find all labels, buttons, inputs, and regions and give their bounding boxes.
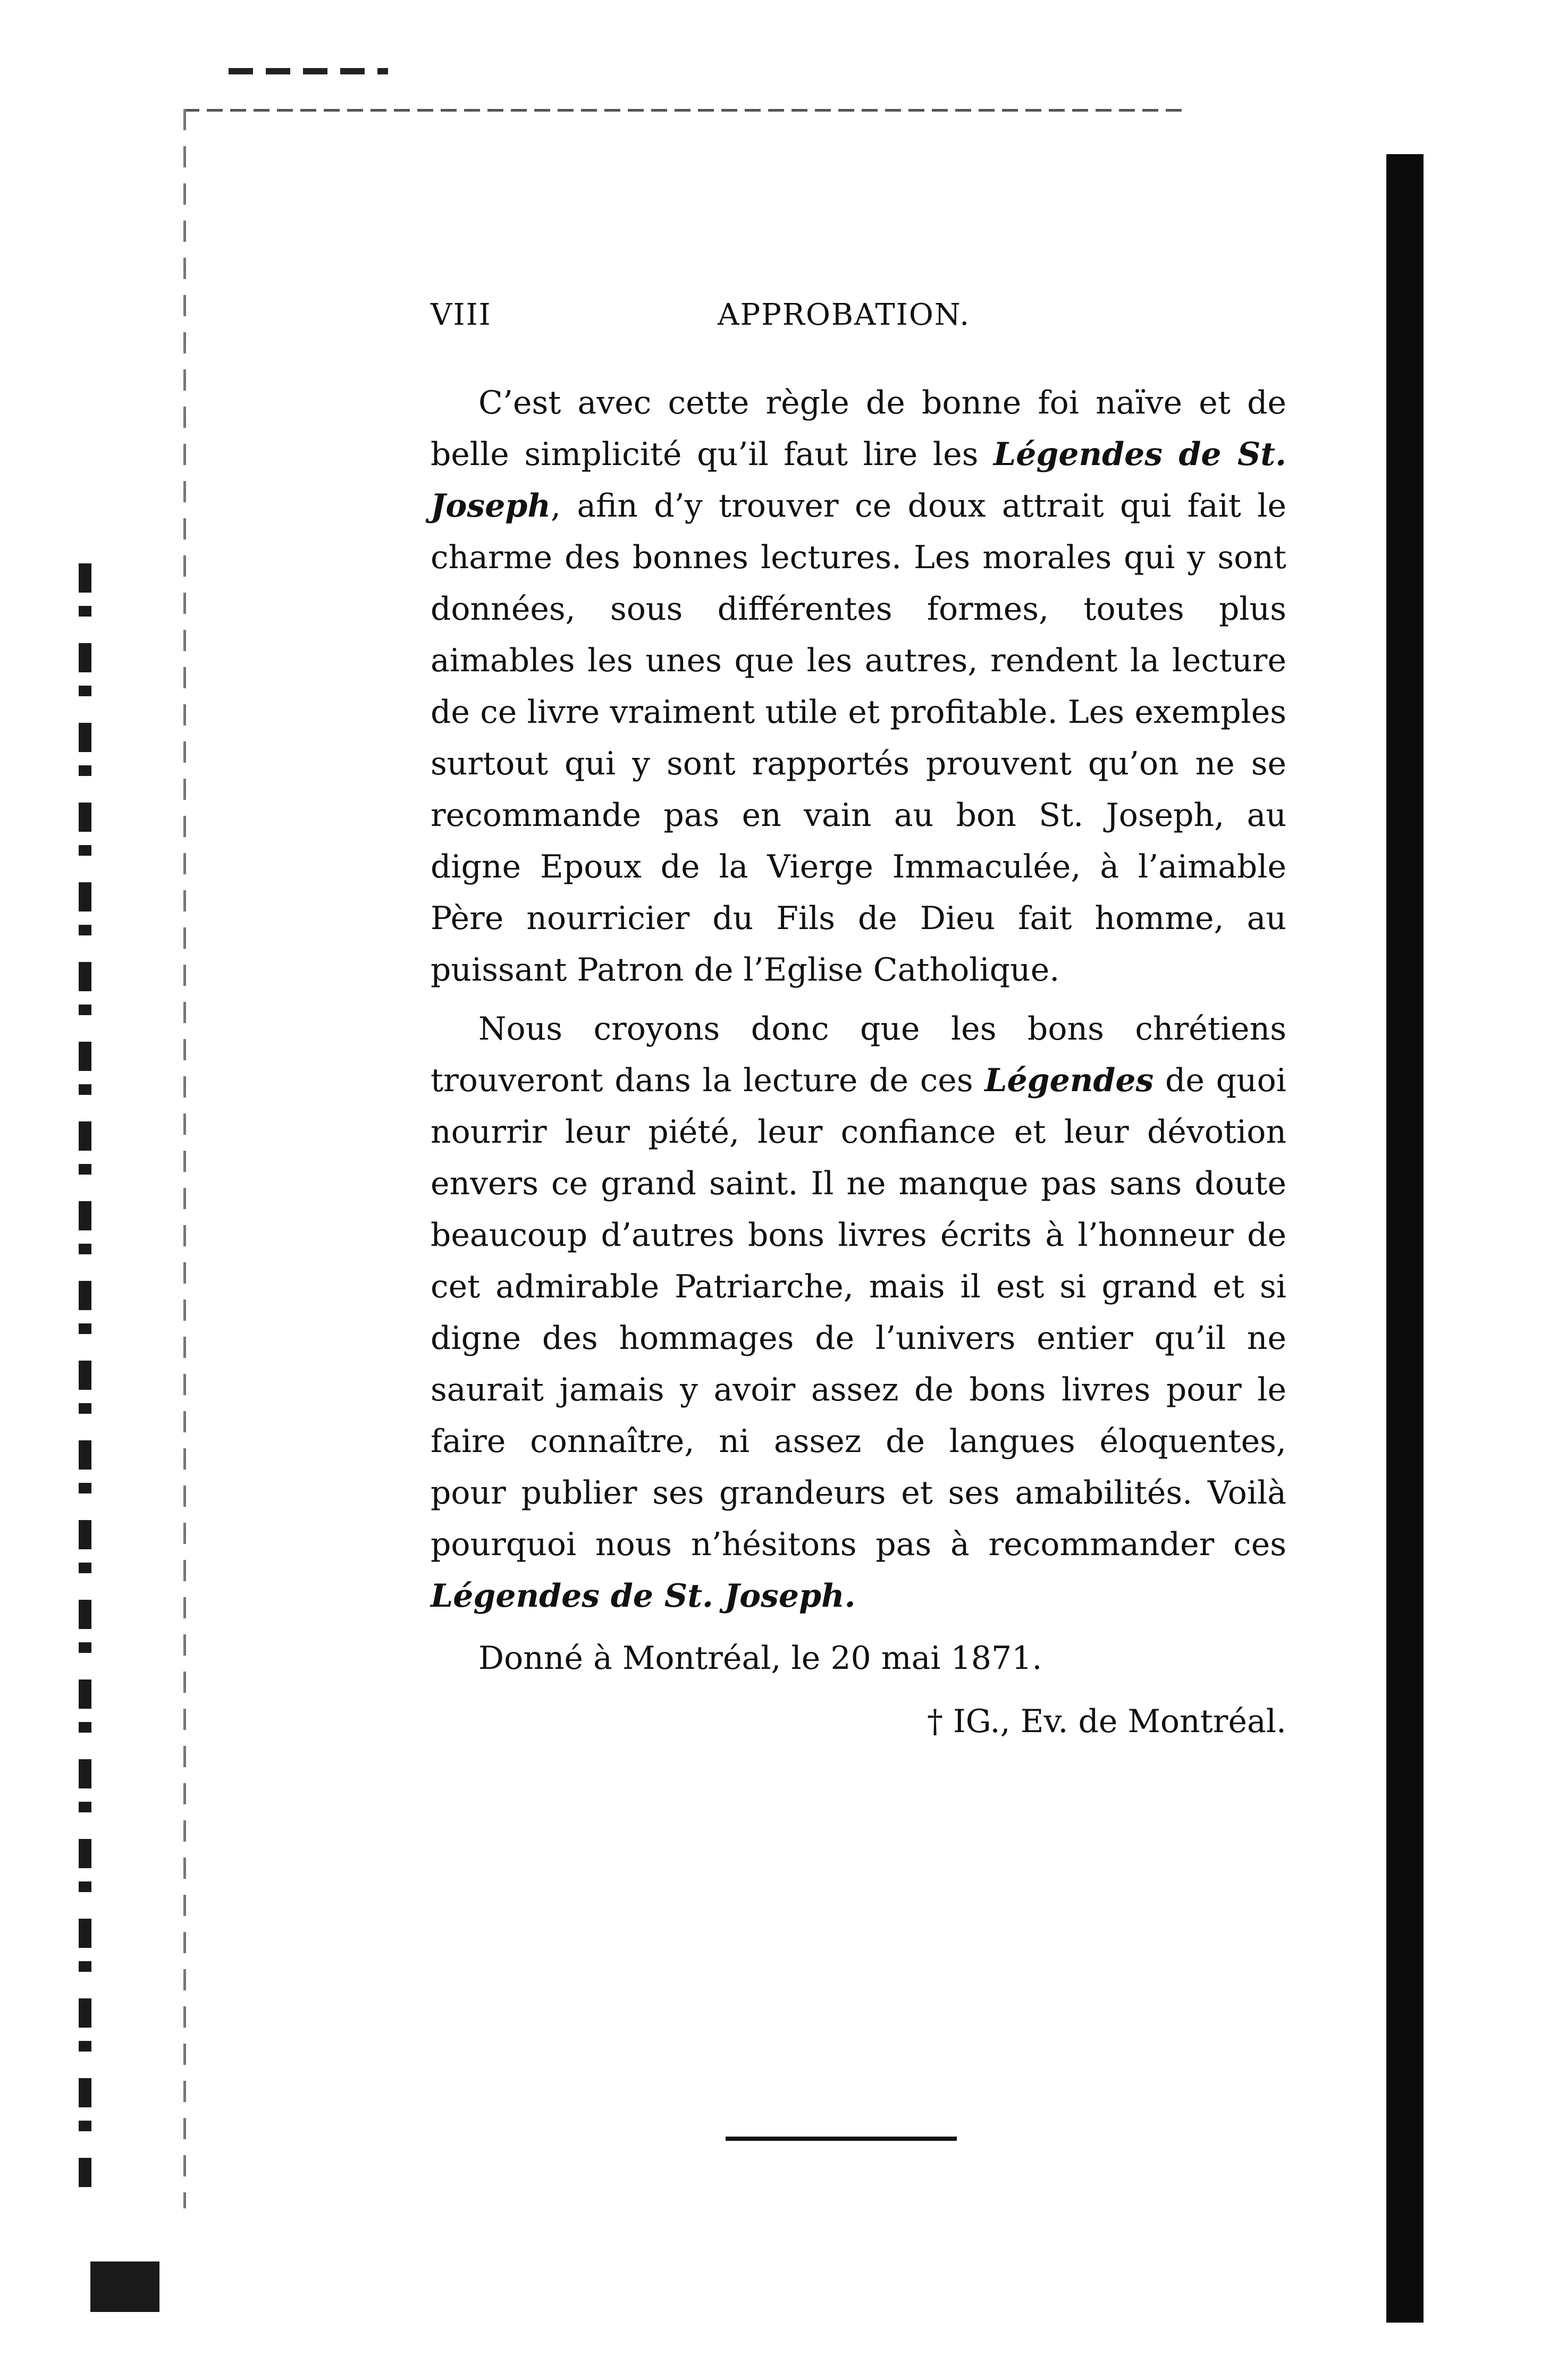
page-number: VIII [431,298,492,332]
signature: † IG., Ev. de Montréal. [927,1703,1286,1740]
running-head [431,298,1286,345]
italic-title-text: Légendes de St. Joseph [431,436,1286,525]
scan-artifact-top-marks [229,68,388,74]
running-head-title: APPROBATION. [718,298,971,332]
italic-title-text: Légendes de St. Joseph. [431,1577,856,1615]
end-rule [726,2137,957,2141]
scan-artifact-left-edge [79,563,91,2200]
paragraph-text: de quoi nourrir leur piété, leur confiance et leur dévotion envers ce grand saint. Il ne manque pas sans doute beaucoup d’autres bons livres écrits à l’honneur de cet admirable Patriarche, mais il est si grand et si digne des hommages de l’univers entier qu’il ne saurait jamais y avoir assez de bons livres pour le faire connaître, ni assez de langues éloquentes, pour publier ses grandeurs et ses amabilités. Voilà pourquoi nous n’hésitons pas à recommander ces [431,1062,1286,1563]
scan-artifact-bottom-left [90,2261,159,2312]
italic-title-text: Légendes [984,1062,1154,1099]
dateline: Donné à Montréal, le 20 mai 1871. [478,1640,1042,1677]
scan-artifact-top-rule [183,109,1183,112]
paragraph-text: Nous croyons donc que les bons chrétiens trouveront dans la lecture de ces [431,1010,1286,1099]
scan-artifact-right-bar [1386,154,1424,2323]
paragraph-text: , afin d’y trouver ce doux attrait qui fait le charme des bonnes lectures. Les morales qui y sont données, sous différentes formes, toutes plus aimables les unes que les autres, rendent la lecture de ce livre vraiment utile et profitable. Les exemples surtout qui y sont rapportés prouvent qu’on ne se recommande pas en vain au bon St. Joseph, au digne Epoux de la Vierge Immaculée, à l’aimable Père nourricier du Fils de Dieu fait homme, au puissant Patron de l’Eglise Catholique. [431,487,1286,989]
paragraph [431,1003,1286,1622]
paragraph [431,377,1286,996]
book-page [431,298,1286,1748]
body-text [431,377,1286,1622]
paragraph-text: C’est avec cette règle de bonne foi naïve et de belle simplicité qu’il faut lire les [431,384,1286,473]
scan-artifact-left-rule [183,109,186,2208]
